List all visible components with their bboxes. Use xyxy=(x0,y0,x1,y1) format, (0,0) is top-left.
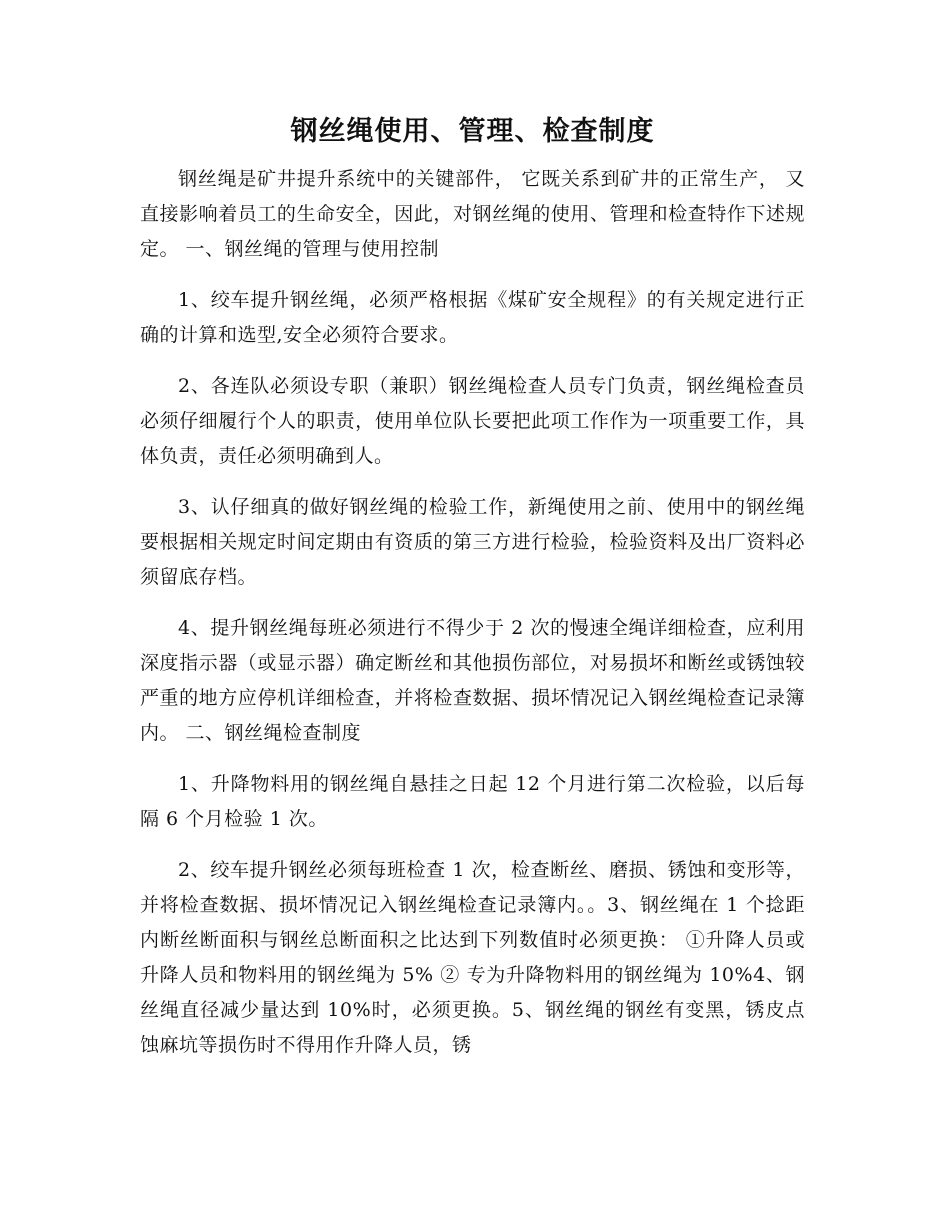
paragraph-intro: 钢丝绳是矿井提升系统中的关键部件， 它既关系到矿井的正常生产， 又直接影响着员工的生命安全，因此，对钢丝绳的使用、管理和检查特作下述规定。 一、钢丝绳的管理与使用控制 xyxy=(140,168,805,260)
document-title: 钢丝绳使用、管理、检查制度 xyxy=(290,116,655,147)
paragraph-1: 1、绞车提升钢丝绳，必须严格根据《煤矿安全规程》的有关规定进行正确的计算和选型,安全必须符合要求。 xyxy=(140,289,805,346)
paragraph-5: 1、升降物料用的钢丝绳自悬挂之日起 12 个月进行第二次检验，以后每隔 6 个月检验 1 次。 xyxy=(140,773,805,830)
paragraph-4: 4、提升钢丝绳每班必须进行不得少于 2 次的慢速全绳详细检查，应利用深度指示器（或显示器）确定断丝和其他损伤部位，对易损坏和断丝或锈蚀较严重的地方应停机详细检查，并将检查数据、损坏情况记入钢丝绳检查记录簿内。 二、钢丝绳检查制度 xyxy=(140,617,805,744)
document-page xyxy=(140,112,805,1079)
paragraph-6: 2、绞车提升钢丝必须每班检查 1 次，检查断丝、磨损、锈蚀和变形等，并将检查数据、损坏情况记入钢丝绳检查记录簿内。。3、钢丝绳在 1 个捻距内断丝断面积与钢丝总断面积之比达到下列数值时必须更换： ①升降人员或升降人员和物料用的钢丝绳为 5% ② 专为升降物料用的钢丝绳为 10%4、钢丝绳直径减少量达到 10%时，必须更换。5、钢丝绳的钢丝有变黑，锈皮点蚀麻坑等损伤时不得用作升降人员，锈 xyxy=(140,859,805,1056)
paragraph-3: 3、认仔细真的做好钢丝绳的检验工作，新绳使用之前、使用中的钢丝绳要根据相关规定时间定期由有资质的第三方进行检验，检验资料及出厂资料必须留底存档。 xyxy=(140,496,805,588)
paragraph-2: 2、各连队必须设专职（兼职）钢丝绳检查人员专门负责，钢丝绳检查员必须仔细履行个人的职责，使用单位队长要把此项工作作为一项重要工作，具体负责，责任必须明确到人。 xyxy=(140,375,805,467)
